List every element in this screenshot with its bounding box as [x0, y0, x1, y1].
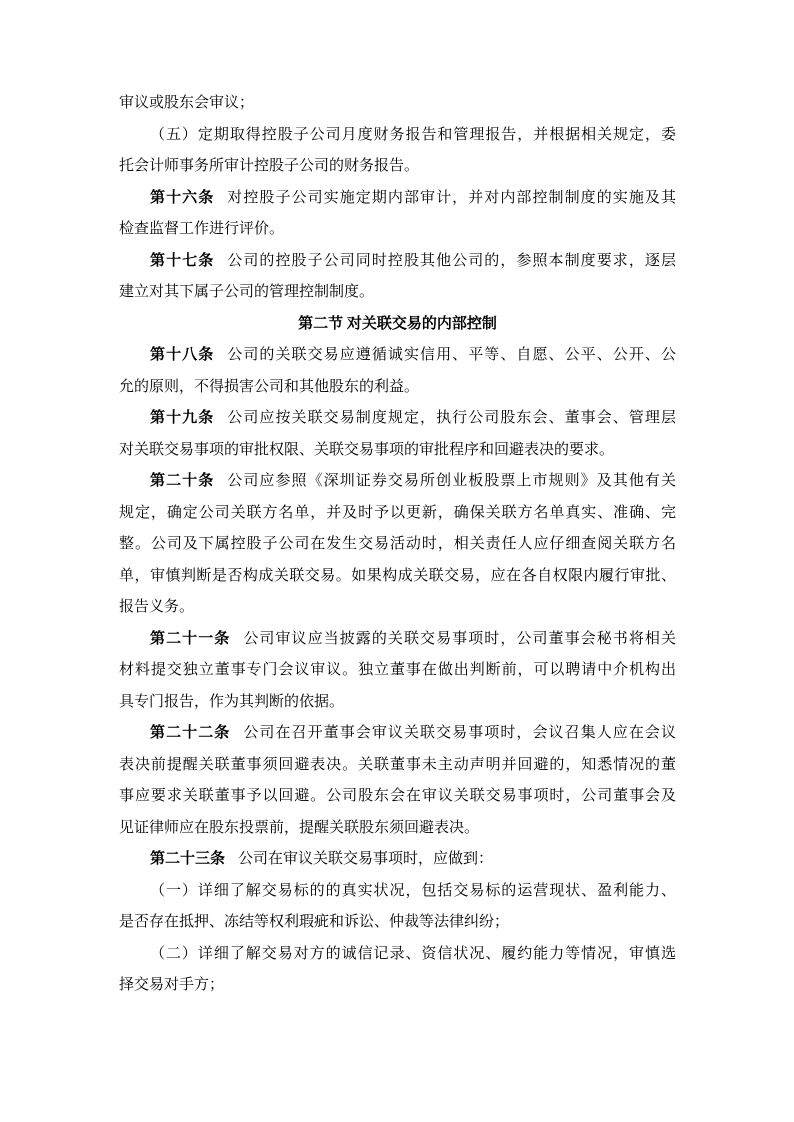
line-text: 单，审慎判断是否构成关联交易。如果构成关联交易，应在各自权限内履行审批、: [119, 567, 676, 584]
line-text: 公司审议应当披露的关联交易事项时，公司董事会秘书将相关: [243, 630, 676, 647]
text-line: [119, 151, 676, 183]
line-text: 检查监督工作进行评价。: [119, 221, 285, 237]
line-text: 对控股子公司实施定期内部审计，并对内部控制制度的实施及其: [227, 189, 676, 206]
text-line: [119, 687, 676, 719]
line-text: 事应要求关联董事予以回避。公司股东会在审议关联交易事项时，公司董事会及: [119, 788, 676, 804]
line-text: 是否存在抵押、冻结等权利瑕疵和诉讼、仲裁等法律纠纷；: [119, 914, 510, 930]
text-line: [119, 340, 676, 372]
text-line: [119, 498, 676, 530]
text-line: [119, 120, 676, 152]
document-body: [119, 88, 676, 1002]
article-number: 第十六条: [150, 189, 215, 206]
text-line: [119, 403, 676, 435]
section-heading: [119, 309, 676, 341]
line-text: 对关联交易事项的审批权限、关联交易事项的审批程序和回避表决的要求。: [119, 441, 615, 458]
text-line: [119, 907, 676, 939]
text-line: [119, 718, 676, 750]
article-number: 第十七条: [150, 252, 215, 269]
line-text: 公司在召开董事会审议关联交易事项时，会议召集人应在会议: [243, 725, 676, 741]
article-number: 第十九条: [150, 410, 215, 426]
line-text: （五）定期取得控股子公司月度财务报告和管理报告，并根据相关规定，委: [150, 126, 676, 143]
text-line: [119, 624, 676, 656]
text-line: [119, 813, 676, 845]
line-text: 公司的控股子公司同时控股其他公司的，参照本制度要求，逐层: [227, 252, 676, 269]
line-text: 规定，确定公司关联方名单，并及时予以更新，确保关联方名单真实、准确、完: [119, 504, 676, 521]
line-text: 允的原则，不得损害公司和其他股东的利益。: [119, 378, 420, 395]
line-text: 公司应参照《深圳证券交易所创业板股票上市规则》及其他有关: [227, 473, 676, 489]
text-line: [119, 277, 676, 309]
line-text: 公司的关联交易应遵循诚实信用、平等、自愿、公平、公开、公: [227, 347, 676, 363]
text-line: [119, 435, 676, 467]
line-text: 整。公司及下属控股子公司在发生交易活动时，相关责任人应仔细查阅关联方名: [119, 536, 676, 552]
line-text: 表决前提醒关联董事须回避表决。关联董事未主动声明并回避的，知悉情况的董: [119, 756, 676, 773]
text-line: [119, 529, 676, 561]
line-text: 材料提交独立董事专门会议审议。独立董事在做出判断前，可以聘请中介机构出: [119, 662, 676, 678]
line-text: 择交易对手方；: [119, 977, 225, 993]
text-line: [119, 592, 676, 624]
text-line: [119, 781, 676, 813]
article-number: 第二十三条: [150, 851, 226, 867]
text-line: [119, 183, 676, 215]
text-line: [119, 466, 676, 498]
line-text: （一）详细了解交易标的的真实状况，包括交易标的运营现状、盈利能力、: [150, 882, 676, 899]
line-text: 公司应按关联交易制度规定，执行公司股东会、董事会、管理层: [227, 410, 676, 426]
line-text: 公司在审议关联交易事项时，应做到：: [238, 851, 494, 867]
line-text: 托会计师事务所审计控股子公司的财务报告。: [119, 158, 420, 174]
article-number: 第二十条: [150, 473, 215, 489]
text-line: [119, 939, 676, 971]
text-line: [119, 214, 676, 246]
line-text: （二）详细了解交易对方的诚信记录、资信状况、履约能力等情况，审慎选: [150, 945, 676, 962]
text-line: [119, 246, 676, 278]
line-text: 建立对其下属子公司的管理控制制度。: [119, 284, 375, 300]
text-line: [119, 844, 676, 876]
line-text: 报告义务。: [119, 599, 195, 615]
text-line: [119, 876, 676, 908]
text-line: [119, 750, 676, 782]
text-line: [119, 655, 676, 687]
article-number: 第二十二条: [150, 725, 231, 741]
article-number: 第十八条: [150, 347, 215, 363]
section-heading-text: 第二节 对关联交易的内部控制: [298, 315, 497, 332]
line-text: 见证律师应在股东投票前，提醒关联股东须回避表决。: [119, 819, 480, 836]
article-number: 第二十一条: [150, 630, 231, 647]
text-line: [119, 88, 676, 120]
text-line: [119, 561, 676, 593]
text-line: [119, 372, 676, 404]
text-line: [119, 970, 676, 1002]
line-text: 具专门报告，作为其判断的依据。: [119, 693, 345, 710]
line-text: 审议或股东会审议；: [119, 95, 255, 111]
